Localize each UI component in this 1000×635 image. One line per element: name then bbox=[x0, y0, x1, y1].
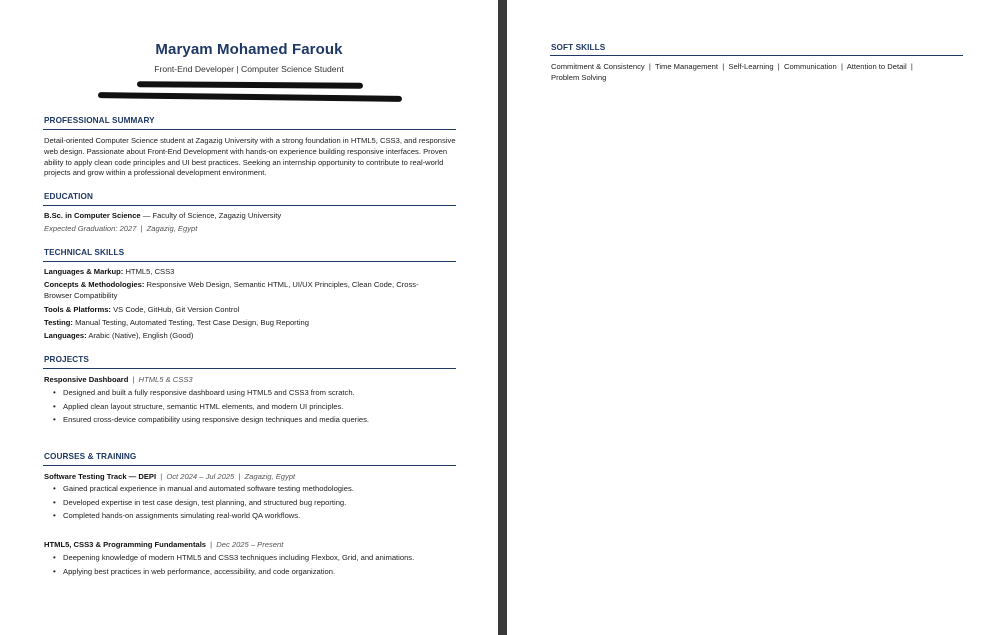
course-header: Software Testing Track — DEPI | Oct 2024 – Jul 2025 | Zagazig, Egypt bbox=[44, 472, 296, 481]
project-header: Responsive Dashboard | HTML5 & CSS3 bbox=[44, 375, 193, 384]
section-rule bbox=[43, 129, 456, 130]
section-rule bbox=[43, 205, 456, 206]
skill-label: Tools & Platforms: bbox=[44, 305, 111, 314]
section-title-summary: PROFESSIONAL SUMMARY bbox=[44, 116, 155, 125]
education-degree: B.Sc. in Computer Science bbox=[44, 211, 141, 220]
skill-row bbox=[44, 280, 419, 291]
skill-label: Languages & Markup: bbox=[44, 267, 124, 276]
list-item: • Designed and built a fully responsive dashboard using HTML5 and CSS3 from scratch. bbox=[44, 386, 369, 400]
section-title-education: EDUCATION bbox=[44, 192, 93, 201]
section-rule bbox=[43, 261, 456, 262]
skill-row-continuation: Browser Compatibility bbox=[44, 291, 118, 300]
soft-skills-line-1: Commitment & Consistency | Time Management | Self-Learning | Communication | Attention to Detail | bbox=[551, 62, 913, 71]
page-divider bbox=[498, 0, 507, 635]
list-item: • Deepening knowledge of modern HTML5 and CSS3 techniques including Flexbox, Grid, and animations. bbox=[44, 551, 414, 565]
project-tech: HTML5 & CSS3 bbox=[138, 375, 193, 384]
section-rule bbox=[550, 55, 963, 56]
resume-page-2 bbox=[507, 0, 1000, 635]
skill-row bbox=[44, 267, 174, 278]
skill-value: Responsive Web Design, Semantic HTML, UI/UX Principles, Clean Code, Cross- bbox=[146, 280, 419, 289]
skill-value: HTML5, CSS3 bbox=[125, 267, 175, 276]
list-item: • Developed expertise in test case design, test planning, and structured bug reporting. bbox=[44, 496, 354, 510]
education-institution: — Faculty of Science, Zagazig University bbox=[140, 211, 282, 220]
course-name: Software Testing Track — DEPI bbox=[44, 472, 157, 481]
summary-text: Detail-oriented Computer Science student at Zagazig University with a strong foundation in HTML5, CSS3, and responsive web design. Passionate about Front-End Development with hands-on experience building responsive interfaces. Proven ability to apply clean code principles and UI best practices. Seeking an internship opportunity to contribute to real-world projects and grow within a professional development environment. bbox=[44, 136, 456, 178]
skill-value: Manual Testing, Automated Testing, Test Case Design, Bug Reporting bbox=[75, 318, 309, 327]
project-name: Responsive Dashboard bbox=[44, 375, 129, 384]
list-item: • Gained practical experience in manual and automated software testing methodologies. bbox=[44, 482, 354, 496]
skill-value: Arabic (Native), English (Good) bbox=[88, 331, 194, 340]
education-graduation: Expected Graduation: 2027 bbox=[44, 224, 137, 233]
section-rule bbox=[43, 368, 456, 369]
section-rule bbox=[43, 465, 456, 466]
skill-label: Languages: bbox=[44, 331, 87, 340]
project-bullets bbox=[44, 386, 369, 427]
section-title-courses: COURSES & TRAINING bbox=[44, 452, 137, 461]
course-bullets bbox=[44, 482, 354, 523]
skill-row bbox=[44, 305, 239, 316]
course-location: Zagazig, Egypt bbox=[244, 472, 296, 481]
section-title-soft-skills: SOFT SKILLS bbox=[551, 43, 606, 52]
skill-value: VS Code, GitHub, Git Version Control bbox=[113, 305, 240, 314]
candidate-subtitle: Front-End Developer | Computer Science Student bbox=[154, 64, 344, 74]
list-item: • Applying best practices in web performance, accessibility, and code organization. bbox=[44, 565, 414, 579]
list-item: • Applied clean layout structure, semantic HTML elements, and modern UI principles. bbox=[44, 400, 369, 414]
candidate-name: Maryam Mohamed Farouk bbox=[155, 41, 343, 58]
list-item: • Ensured cross-device compatibility using responsive design techniques and media queries. bbox=[44, 413, 369, 427]
education-meta-line: Expected Graduation: 2027 | Zagazig, Egypt bbox=[44, 224, 198, 233]
redaction-mark bbox=[137, 81, 363, 89]
skill-label: Concepts & Methodologies: bbox=[44, 280, 145, 289]
course-date: Dec 2025 – Present bbox=[216, 540, 284, 549]
skill-row bbox=[44, 331, 193, 342]
section-title-skills: TECHNICAL SKILLS bbox=[44, 248, 125, 257]
skill-row bbox=[44, 318, 309, 329]
course-name: HTML5, CSS3 & Programming Fundamentals bbox=[44, 540, 207, 549]
section-title-projects: PROJECTS bbox=[44, 355, 89, 364]
redaction-mark bbox=[98, 92, 402, 102]
course-header: HTML5, CSS3 & Programming Fundamentals | Dec 2025 – Present bbox=[44, 540, 284, 549]
resume-page-1 bbox=[0, 0, 498, 635]
course-date: Oct 2024 – Jul 2025 bbox=[166, 472, 235, 481]
list-item: • Completed hands-on assignments simulating real-world QA workflows. bbox=[44, 509, 354, 523]
soft-skills-line-2: Problem Solving bbox=[551, 73, 607, 82]
course-bullets bbox=[44, 551, 414, 578]
skill-label: Testing: bbox=[44, 318, 73, 327]
education-degree-line bbox=[44, 211, 281, 222]
education-location: Zagazig, Egypt bbox=[146, 224, 198, 233]
